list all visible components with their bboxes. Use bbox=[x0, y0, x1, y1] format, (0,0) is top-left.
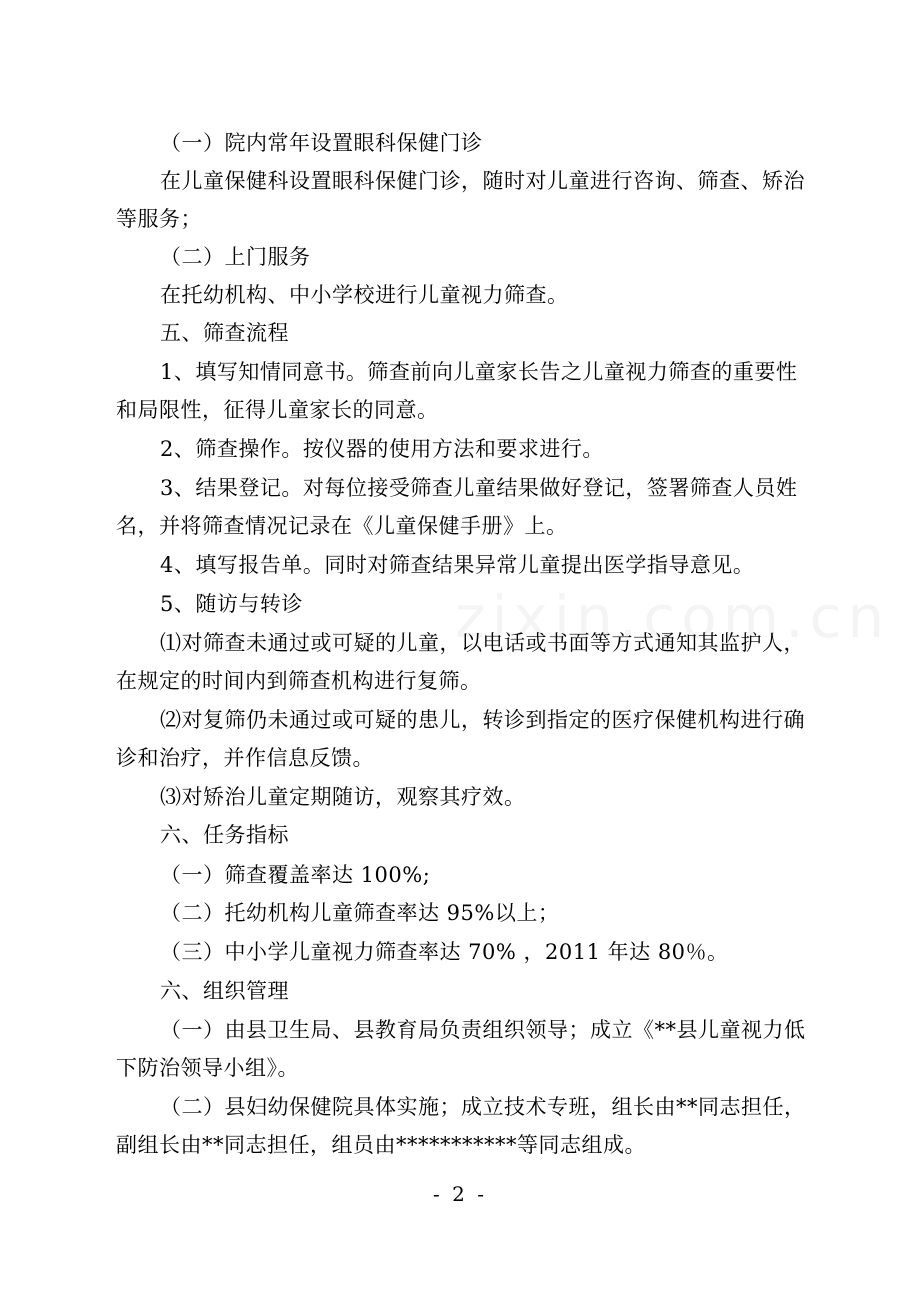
paragraph-8: 3、结果登记。对每位接受筛查儿童结果做好登记，签署筛查人员姓名，并将筛查情况记录在《儿童保健手册》上。 bbox=[116, 476, 798, 538]
paragraph-11: ⑴对筛查未通过或可疑的儿童，以电话或书面等方式通知其监护人，在规定的时间内到筛查机构进行复筛。 bbox=[116, 631, 805, 693]
paragraph-17: （三）中小学儿童视力筛查率达 70% ，2011 年达 80％。 bbox=[160, 940, 729, 964]
page-number: - 2 - bbox=[433, 1182, 487, 1206]
paragraph-19: （一）由县卫生局、县教育局负责组织领导；成立《**县儿童视力低下防治领导小组》。 bbox=[116, 1018, 806, 1080]
paragraph-1: （一）院内常年设置眼科保健门诊 bbox=[160, 131, 483, 155]
watermark bbox=[455, 583, 890, 651]
paragraph-20: （二）县妇幼保健院具体实施；成立技术专班，组长由**同志担任，副组长由**同志担任，组员由***********等同志组成。 bbox=[116, 1095, 806, 1157]
paragraph-6: 1、填写知情同意书。筛查前向儿童家长告之儿童视力筛查的重要性和局限性，征得儿童家长的同意。 bbox=[116, 360, 798, 422]
paragraph-15: （一）筛查覆盖率达 100%; bbox=[160, 863, 431, 887]
paragraph-3: （二）上门服务 bbox=[160, 245, 311, 269]
paragraph-13: ⑶对矫治儿童定期随访，观察其疗效。 bbox=[160, 785, 526, 809]
paragraph-7: 2、筛查操作。按仪器的使用方法和要求进行。 bbox=[160, 437, 604, 461]
paragraph-2: 在儿童保健科设置眼科保健门诊，随时对儿童进行咨询、筛查、矫治等服务； bbox=[116, 169, 805, 231]
paragraph-12: ⑵对复筛仍未通过或可疑的患儿，转诊到指定的医疗保健机构进行确诊和治疗，并作信息反馈。 bbox=[116, 708, 805, 770]
paragraph-4: 在托幼机构、中小学校进行儿童视力筛查。 bbox=[160, 283, 569, 307]
paragraph-9: 4、填写报告单。同时对筛查结果异常儿童提出医学指导意见。 bbox=[160, 553, 755, 577]
section-heading-5: 五、筛查流程 bbox=[160, 321, 289, 345]
paragraph-10: 5、随访与转诊 bbox=[160, 592, 303, 616]
section-heading-18: 六、组织管理 bbox=[160, 979, 289, 1003]
section-heading-14: 六、任务指标 bbox=[160, 823, 289, 847]
paragraph-16: （二）托幼机构儿童筛查率达 95%以上； bbox=[160, 901, 560, 925]
